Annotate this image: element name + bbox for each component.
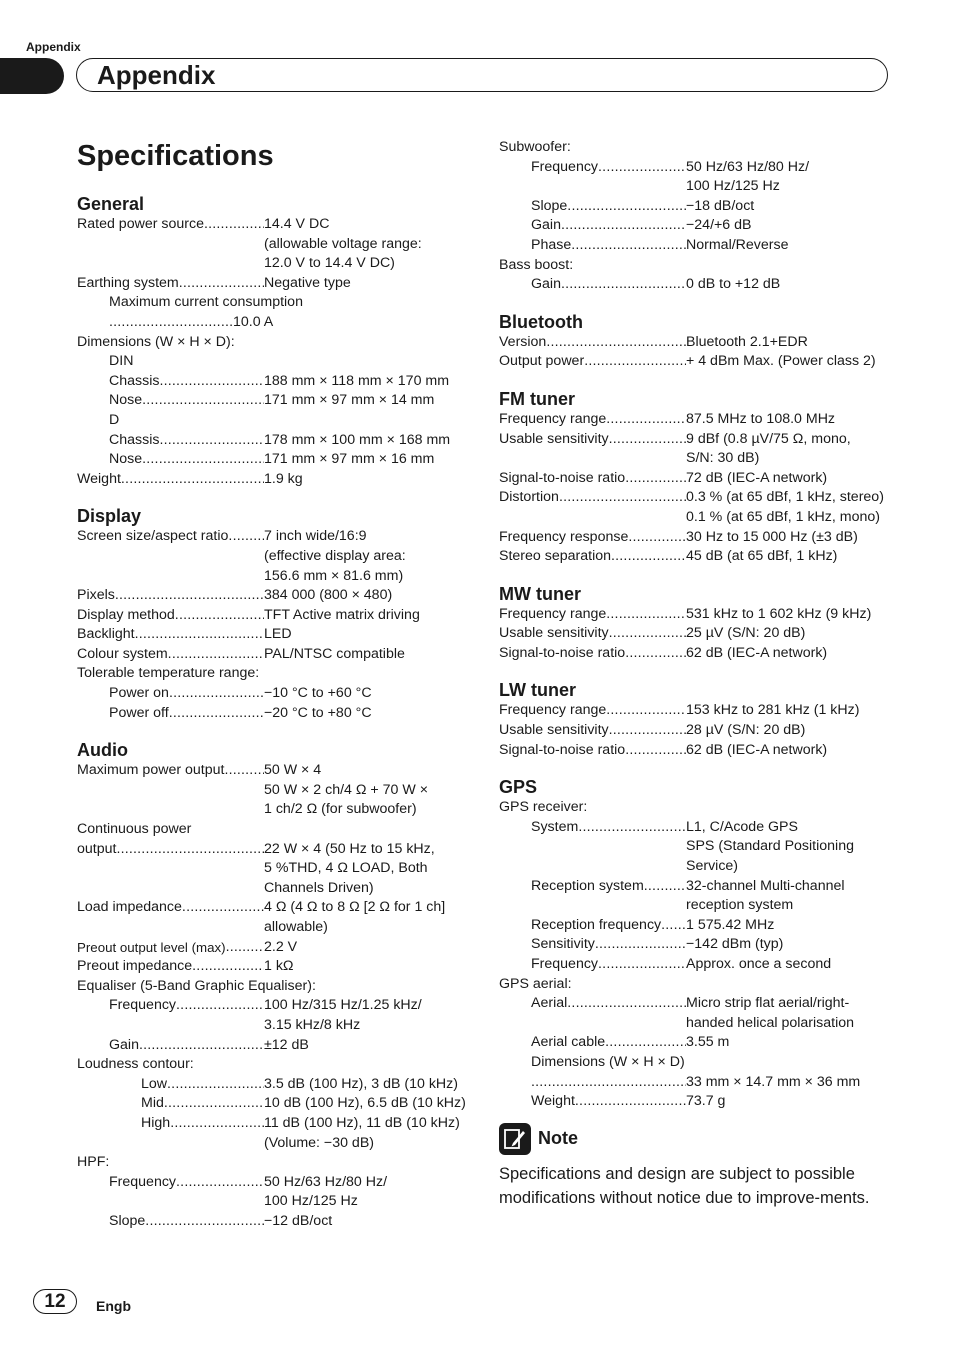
spec-row: Frequency range ..... 153 kHz to 281 kHz (1 kHz) (499, 701, 909, 721)
note-heading (499, 1122, 909, 1156)
spec-row: High ..... 11 dB (100 Hz), 11 dB (10 kHz) (77, 1114, 477, 1134)
spec-row: Output power ..... + 4 dBm Max. (Power class 2) (499, 352, 909, 372)
spec-row: Aerial cable ..... 3.55 m (499, 1033, 909, 1053)
section-heading-mw: MW tuner (499, 583, 581, 604)
spec-row: Version ..... Bluetooth 2.1+EDR (499, 333, 909, 353)
spec-row: Gain ..... ±12 dB (77, 1036, 477, 1056)
spec-row: Frequency ..... Approx. once a second (499, 955, 909, 975)
spec-label: Equaliser (5-Band Graphic Equaliser): (77, 977, 316, 994)
spec-row-cont: 156.6 mm × 81.6 mm) (264, 567, 404, 584)
spec-row-cont: Service) (686, 858, 739, 875)
note-label: Note (538, 1128, 578, 1149)
spec-label: Bass boost: (499, 256, 574, 273)
section-tab-marker (0, 58, 64, 94)
section-heading-audio: Audio (77, 740, 128, 761)
spec-row-cont: 1 ch/2 Ω (for subwoofer) (264, 801, 417, 818)
spec-row: Reception frequency ..... 1 575.42 MHz (499, 916, 909, 936)
spec-row: Maximum power output ..... 50 W × 4 (77, 761, 477, 781)
pencil-note-icon (499, 1123, 531, 1155)
section-title: Appendix (97, 60, 216, 90)
spec-row: Earthing system ..... Negative type (77, 274, 477, 294)
spec-row: Load impedance ..... 4 Ω (4 Ω to 8 Ω [2 Ω for 1 ch] (77, 898, 477, 918)
spec-row-cont: 0.1 % (at 65 dBf, 1 kHz, mono) (686, 508, 880, 525)
section-heading-display: Display (77, 506, 142, 527)
spec-label: Dimensions (W × H × D) (531, 1053, 685, 1070)
spec-row: Usable sensitivity ..... 9 dBf (0.8 µV/75 Ω, mono, (499, 430, 909, 450)
spec-row-cont: 3.15 kHz/8 kHz (264, 1016, 361, 1033)
spec-row: Colour system ..... PAL/NTSC compatible (77, 645, 477, 665)
running-header: Appendix (26, 40, 81, 54)
spec-row: Mid ..... 10 dB (100 Hz), 6.5 dB (10 kHz) (77, 1094, 477, 1114)
spec-label: Loudness contour: (77, 1056, 194, 1073)
spec-row: Power off ..... −20 °C to +80 °C (77, 704, 477, 724)
spec-row-cont: SPS (Standard Positioning (686, 838, 854, 855)
section-heading-bluetooth: Bluetooth (499, 311, 583, 332)
spec-row: Rated power source ..... 14.4 V DC (77, 215, 477, 235)
spec-row: Preout output level (max) ..... 2.2 V (77, 938, 477, 958)
spec-row: Stereo separation ..... 45 dB (at 65 dBf, 1 kHz) (499, 547, 909, 567)
spec-row-cont: (Volume: −30 dB) (264, 1134, 375, 1151)
spec-row-cont: Channels Driven) (264, 879, 374, 896)
spec-label: DIN (109, 353, 134, 370)
section-heading-lw: LW tuner (499, 680, 576, 701)
spec-label: Tolerable temperature range: (77, 665, 260, 682)
spec-row: Power on ..... −10 °C to +60 °C (77, 684, 477, 704)
spec-row: Sensitivity ..... −142 dBm (typ) (499, 935, 909, 955)
spec-row: Phase ..... Normal/Reverse (499, 236, 909, 256)
spec-row: Display method ..... TFT Active matrix driving (77, 606, 477, 626)
right-column (499, 138, 909, 1210)
spec-row-cont: 5 %THD, 4 Ω LOAD, Both (264, 860, 428, 877)
section-heading-general: General (77, 194, 145, 214)
spec-label: Subwoofer: (499, 139, 571, 155)
note-text: Specifications and design are subject to possible modifications without notice due to improve-ments. (499, 1164, 870, 1207)
spec-row: Pixels ..... 384 000 (800 × 480) (77, 586, 477, 606)
spec-row: Gain ..... 0 dB to +12 dB (499, 275, 909, 295)
spec-label: HPF: (77, 1154, 110, 1171)
spec-row: Screen size/aspect ratio ..... 7 inch wide/16:9 (77, 527, 477, 547)
spec-row: Nose ..... 171 mm × 97 mm × 14 mm (77, 391, 477, 411)
spec-row: Distortion ..... 0.3 % (at 65 dBf, 1 kHz, stereo) (499, 488, 909, 508)
spec-row: Chassis ..... 178 mm × 100 mm × 168 mm (77, 431, 477, 451)
spec-row: ..... 10.0 A (77, 313, 477, 333)
spec-row-cont: 100 Hz/125 Hz (686, 178, 780, 195)
spec-row: Usable sensitivity ..... 25 µV (S/N: 20 dB) (499, 624, 909, 644)
spec-label: Dimensions (W × H × D): (77, 333, 235, 350)
spec-row: Signal-to-noise ratio ..... 72 dB (IEC-A network) (499, 469, 909, 489)
spec-row: Chassis ..... 188 mm × 118 mm × 170 mm (77, 372, 477, 392)
spec-row: Frequency ..... 50 Hz/63 Hz/80 Hz/ (499, 158, 909, 178)
spec-row: Slope ..... −12 dB/oct (77, 1212, 477, 1232)
spec-row: Frequency response ..... 30 Hz to 15 000 Hz (±3 dB) (499, 528, 909, 548)
spec-label: D (109, 411, 120, 428)
spec-row: Frequency ..... 100 Hz/315 Hz/1.25 kHz/ (77, 996, 477, 1016)
spec-row-cont: (effective display area: (264, 547, 406, 564)
section-title-bar (76, 58, 888, 92)
spec-row: Gain ..... −24/+6 dB (499, 216, 909, 236)
spec-row: Aerial ..... Micro strip flat aerial/right- (499, 994, 909, 1014)
spec-row: Frequency range ..... 87.5 MHz to 108.0 MHz (499, 410, 909, 430)
spec-row-cont: S/N: 30 dB) (686, 450, 760, 467)
spec-row-cont: handed helical polarisation (686, 1014, 855, 1031)
spec-row: Signal-to-noise ratio ..... 62 dB (IEC-A network) (499, 644, 909, 664)
section-heading-fm: FM tuner (499, 388, 575, 409)
spec-row-cont: 100 Hz/125 Hz (264, 1193, 358, 1210)
spec-row: Usable sensitivity ..... 28 µV (S/N: 20 dB) (499, 721, 909, 741)
spec-row: Frequency ..... 50 Hz/63 Hz/80 Hz/ (77, 1173, 477, 1193)
spec-row: Backlight ..... LED (77, 625, 477, 645)
spec-row-cont: 12.0 V to 14.4 V DC) (264, 255, 395, 272)
spec-row: Signal-to-noise ratio ..... 62 dB (IEC-A network) (499, 741, 909, 761)
spec-label: Continuous power (77, 821, 192, 838)
spec-label: GPS receiver: (499, 799, 588, 816)
spec-row-cont: allowable) (264, 919, 328, 935)
spec-row: Frequency range ..... 531 kHz to 1 602 kHz (9 kHz) (499, 605, 909, 625)
spec-row: Weight ..... 73.7 g (499, 1092, 909, 1112)
spec-row-cont: reception system (686, 897, 794, 914)
spec-row-cont: (allowable voltage range: (264, 235, 422, 252)
spec-row: Weight ..... 1.9 kg (77, 470, 477, 490)
spec-label: GPS aerial: (499, 975, 572, 992)
left-column (77, 193, 477, 1232)
spec-row: Preout impedance ..... 1 kΩ (77, 957, 477, 977)
spec-row: output ..... 22 W × 4 (50 Hz to 15 kHz, (77, 840, 477, 860)
page-number: 12 (33, 1289, 77, 1314)
spec-row: Reception system ..... 32-channel Multi-channel (499, 877, 909, 897)
spec-row-cont: 50 W × 2 ch/4 Ω + 70 W × (264, 781, 428, 798)
spec-row: Low ..... 3.5 dB (100 Hz), 3 dB (10 kHz) (77, 1075, 477, 1095)
spec-row: ..... 33 mm × 14.7 mm × 36 mm (499, 1073, 909, 1093)
page-title: Specifications (77, 140, 274, 172)
language-code: Engb (96, 1298, 131, 1314)
spec-row: System ..... L1, C/Acode GPS (499, 818, 909, 838)
section-heading-gps: GPS (499, 777, 538, 798)
spec-row: Slope ..... −18 dB/oct (499, 197, 909, 217)
spec-label: Maximum current consumption (109, 294, 303, 311)
spec-row: Nose ..... 171 mm × 97 mm × 16 mm (77, 450, 477, 470)
